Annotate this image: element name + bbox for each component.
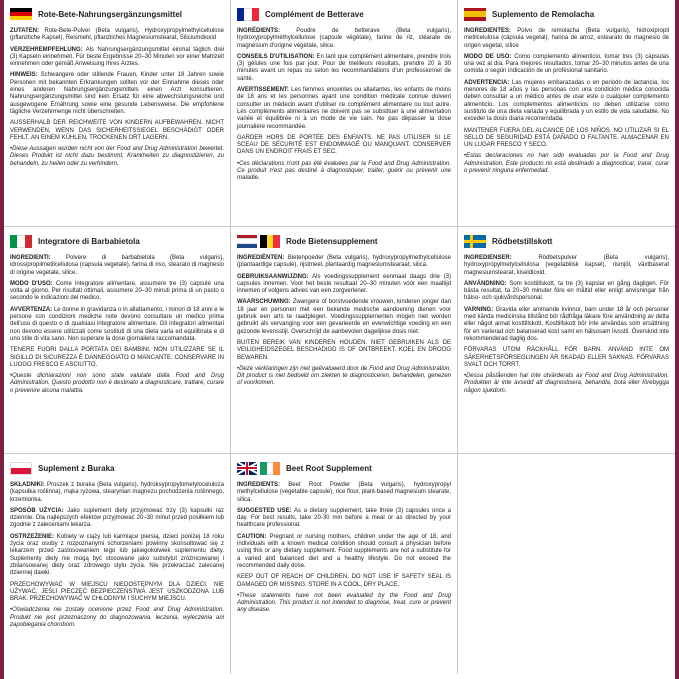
warning-text: Gravida eller ammande kvinnor, barn under 18 år och personer med kända medicinska tillstånd bör rådfråga läkare före användning av detta eller något annat kosttillskott. Kosttillskott bör inte användas som ersättning för en varierad och balanserad kost samt en hälsosam livsstil. Överskrid inte rekommenderad daglig dos. [464,306,669,342]
france-flag-icon [237,8,259,21]
disclaimer-text: •Oświadczenia nie zostały ocenione przez Food and Drug Administration. Produkt nie jest przeznaczony do diagnozowania, leczenia, wyleczenia ani zapobiegania chorobom. [10,607,224,629]
ingredients-text: Proszek z buraka (Beta vulgaris), hydroksypropylometyloceluloza (kapsułka roślinna), mąka ryżowa, stearynian magnezu pochodzenia roślinnego, krzemionka. [10,482,224,503]
usage-text: As a dietary supplement, take three (3) capsules once a day. For best results, take 20-30 min before a meal or as directed by your healthcare professional. [237,507,451,529]
italy-flag-icon [10,235,32,248]
warning-text: Zwangere of borstvoedende vrouwen, kinderen jonger dan 18 jaar en personen met een bekende medische aandoening dienen voor gebruik een arts te raadplegen. Voedingssupplementen mogen niet worden gebruikt als vervanging voor een gevarieerde en evenwichtige voeding en een gezonde levensstijl. Overschrijd de aanbevolen dagelijkse dosis niet. [237,299,452,335]
panel-empty [458,454,675,674]
warning-text: Le donne in gravidanza o in allattamento, i minori di 18 anni e le persone con condizioni mediche note devono consultare un medico prima dell'uso di questo o di qualsiasi integratore alimentare. Gli integratori alimentari non devono essere utilizzati come sostituti di una dieta varia ed equilibrata e di uno stile di vita sano. Non superare la dose giornaliera raccomandata. [10,306,225,342]
disclaimer-text: •Queste dichiarazioni non sono state valutate dalla Food and Drug Administration. Questo prodotto non è destinato a diagnosticare, trattare, curare o prevenire alcuna malattia. [10,373,224,394]
storage-text: PRZECHOWYWAĆ W MIEJSCU NIEDOSTĘPNYM DLA DZIECI. NIE UŻYWAĆ, JEŚLI PIECZĘĆ BEZPIECZEŃSTWA JEST USZKODZONA LUB BRAK. PRZECHOWYWAĆ W CHŁODNYM I SUCHYM MIEJSCU. [10,581,224,603]
panel-title: Rödbetstillskott [492,236,553,246]
panel-title: Beet Root Supplement [286,463,372,473]
disclaimer-text: •Estas declaraciones no han sido evaluadas por la Food and Drug Administration. Este producto no está destinado a diagnosticar, tratar, curar o prevenir ninguna enfermedad. [464,153,669,175]
storage-text: TENERE FUORI DALLA PORTATA DEI BAMBINI. NON UTILIZZARE SE IL SIGILLO DI SICUREZZA È DANNEGGIATO O MANCANTE. CONSERVARE IN LUOGO FRESCO E ASCIUTTO. [10,347,224,368]
disclaimer-text: •Diese Aussagen wurden nicht von der Food and Drug Administration bewertet. Dieses Produkt ist nicht dazu bestimmt, Krankheiten zu diagnostizieren, zu behandeln, zu heilen oder zu verhindern. [10,146,224,167]
ingredients-label: INGREDIENTS: [237,482,281,488]
storage-text: MANTENER FUERA DEL ALCANCE DE LOS NIÑOS. NO UTILIZAR SI EL SELLO DE SEGURIDAD ESTÁ DAÑADO O FALTANTE. ALMACENAR EN UN LUGAR FRESCO Y SECO. [464,127,669,149]
germany-flag-icon [10,8,32,21]
usage-text: Come integratore alimentare, assumere tre (3) capsule una volta al giorno. Per risultati ottimali, assumere 20–30 minuti prima di un pasto o secondo le indicazioni del medico. [10,280,224,302]
panel-title: Integratore di Barbabietola [38,236,140,246]
disclaimer-text: •Deze verklaringen zijn niet geëvalueerd door de Food and Drug Administration. Dit product is niet bedoeld om ziekten te diagnosticeren, behandelen, genezen of voorkomen. [237,365,451,387]
warning-label: CAUTION: [237,533,267,540]
storage-text: BUITEN BEREIK VAN KINDEREN HOUDEN. NIET GEBRUIKEN ALS DE VEILIGHEIDSZEGEL BESCHADIGD IS OF ONTBREEKT. KOEL EN DROOG BEWAREN. [237,339,451,361]
warning-label: AVERTISSEMENT: [237,87,289,94]
panel-title: Rode Bietensupplement [286,236,378,246]
warning-label: WAARSCHUWING: [237,299,291,306]
ingredients-text: Rödbetspulver (Beta vulgaris), hydroxypropylmetylcellulosa (vegetabilisk kapsel), rismjöl, växtbaserat magnesiumstearat, kiseldioxid. [464,255,669,276]
poland-flag-icon [10,462,32,475]
usage-label: CONSEILS D'UTILISATION: [237,53,315,60]
warning-label: OSTRZEŻENIE: [10,533,55,540]
usage-label: MODO D'USO: [10,280,53,287]
ingredients-text: Bietenpoeder (Beta vulgaris), hydroxypropylmethylcellulose (plantaardige capsule), rijstmeel, plantaardig magnesiumstearaat, silica. [237,255,451,269]
sweden-flag-icon [464,235,486,248]
panel-title: Suplemento de Remolacha [492,9,595,19]
usage-label: MODO DE USO: [464,53,512,60]
usage-text: Jako suplement diety przyjmować trzy (3) kapsułki raz dziennie. Dla najlepszych efektów przyjmować 20–30 minut przed posiłkiem lub zgodnie z zaleceniami lekarza. [10,507,224,529]
ingredients-text: Beet Root Powder (Beta vulgaris), hydroxypropyl methylcellulose (vegetable capsule), rice flour, plant-based magnesium stearate, silica. [237,482,451,503]
ingredients-label: INGREDIËNTEN: [237,255,285,261]
panel-german [4,0,230,226]
ingredients-text: Poudre de betterave (Beta vulgaris), hydroxypropylméthylcellulose (capsule végétale), farine de riz, stéarate de magnésium d'origine végétale, silice. [237,28,452,49]
usage-text: Als voedingssupplement eenmaal daags drie (3) capsules innemen. Voor het beste resultaat 20–30 minuten vóór een maaltijd innemen of volgens advies van een zorgverlener. [237,273,451,295]
spain-flag-icon [464,8,486,21]
usage-label: SUGGESTED USE: [237,507,292,514]
warning-label: VARNING: [464,306,494,313]
disclaimer-text: •Dessa påståenden har inte utvärderats av Food and Drug Administration. Produkten är inte avsedd att diagnostisera, behandla, bota eller förebygga någon sjukdom. [464,373,669,394]
warning-label: HINWEIS: [10,72,38,79]
usage-label: ANVÄNDNING: [464,280,507,287]
netherlands-flag-icon [237,235,257,248]
ingredients-label: INGREDIENSER: [464,255,512,261]
ingredients-text: Rote-Bete-Pulver (Beta vulgaris), Hydroxypropylmethylcellulose (pflanzliche Kapsel), Reismehl, pflanzliches Magnesiumstearat, Siliciumdioxid [10,28,224,42]
disclaimer-text: •Ces déclarations n'ont pas été évaluées par la Food and Drug Administration. Ce produit n'est pas destiné à diagnostiquer, traiter, guérir ou prévenir une maladie. [237,160,451,182]
ingredients-text: Polvere di barbabietola (Beta vulgaris), idrossipropilmetilcellulosa (capsula vegetale), farina di riso, stearato di magnesio di origine vegetale, silice. [10,255,225,276]
disclaimer-text: •These statements have not been evaluated by the Food and Drug Administration. This product is not intended to diagnose, treat, cure or prevent any disease. [237,592,451,614]
storage-text: GARDER HORS DE PORTÉE DES ENFANTS. NE PAS UTILISER SI LE SCEAU DE SÉCURITÉ EST ENDOMMAGÉ OU MANQUANT. CONSERVER DANS UN ENDROIT FRAIS ET SEC. [237,134,451,156]
panel-title: Rote-Bete-Nahrungsergänzungsmittel [38,9,183,19]
warning-label: ADVERTENCIA: [464,79,510,86]
warning-text: Las mujeres embarazadas o en periodo de lactancia, los menores de 18 años y las personas con una condición médica conocida deben consultar a un médico antes de usar este o cualquier complemento alimenticio. Los complementos alimenticios no deben utilizarse como sustituto de una dieta variada y equilibrada y un estilo de vida saludable. No exceder la dosis diaria recomendada. [464,79,670,123]
ingredients-label: SKŁADNIKI: [10,482,45,488]
warning-label: AVVERTENZA: [10,306,53,313]
ingredients-label: ZUTATEN: [10,28,40,34]
storage-text: KEEP OUT OF REACH OF CHILDREN. DO NOT USE IF SAFETY SEAL IS DAMAGED OR MISSING. STORE IN A COOL, DRY PLACE. [237,574,451,588]
ingredients-text: Polvo de remolacha (Beta vulgaris), hidroxipropil metilcelulosa (cápsula vegetal), harina de arroz, estearato de magnesio de origen vegetal, sílice [464,28,670,49]
panel-swedish [458,227,675,453]
warning-text: Kobiety w ciąży lub karmiące piersią, dzieci poniżej 18 roku życia oraz osoby z rozpoznanymi schorzeniami powinny skonsultować się z lekarzem przed zastosowaniem tego lub jakiegokolwiek suplementu diety. Suplementy diety nie mogą być stosowane jako substytut zróżnicowanej i zbilansowanej diety oraz zdrowego stylu życia. Nie przekraczać zalecanej dziennej dawki. [10,533,225,577]
belgium-flag-icon [260,235,280,248]
ingredients-label: INGREDIENTES: [464,28,512,34]
usage-text: En tant que complément alimentaire, prendre trois (3) gélules une fois par jour. Pour de meilleurs résultats, prendre 20 à 30 minutes avant un repas ou selon les recommandations d'un professionnel de santé. [237,53,451,82]
panel-spanish [458,0,675,226]
panel-title: Suplement z Buraka [38,463,115,473]
usage-text: Como complemento alimenticio, tomar tres (3) cápsulas una vez al día. Para mejores resultados, tomar 20–30 minutos antes de una comida o según indicación de un profesional sanitario. [464,53,669,75]
warning-text: Les femmes enceintes ou allaitantes, les enfants de moins de 18 ans et les personnes ayant une condition médicale connue doivent consulter un médecin avant d'utiliser ce complément alimentaire ou tout autre. Les compléments alimentaires ne doivent pas se substituer à une alimentation variée et équilibrée ni à un mode de vie sain. Ne pas dépasser la dose journalière recommandée. [237,87,452,130]
ingredients-label: INGRÉDIENTS: [237,28,281,34]
ingredients-label: INGREDIENTI: [10,255,51,261]
panel-polish [4,454,230,674]
storage-text: FÖRVARAS UTOM RÄCKHÅLL FÖR BARN. ANVÄND INTE OM SÄKERHETSFÖRSEGLINGEN ÄR SKADAD ELLER SAKNAS. FÖRVARAS SVALT OCH TORRT. [464,347,669,368]
usage-text: Som kosttillskott, ta tre (3) kapslar en gång dagligen. För bästa resultat, ta 20–30 minuter före en måltid eller enligt anvisningar från hälso- och sjukvårdspersonal. [464,280,670,302]
storage-text: AUSSERHALB DER REICHWEITE VON KINDERN AUFBEWAHREN. NICHT VERWENDEN, WENN DAS SICHERHEITSSIEGEL BESCHÄDIGT ODER FEHLT. AN EINEM KÜHLEN, TROCKENEN ORT LAGERN. [10,120,224,141]
warning-text: Pregnant or nursing mothers, children under the age of 18, and individuals with a known medical condition should consult a physician before using this or any dietary supplement. Food supplements are not a substitute for a varied and balanced diet and a healthy lifestyle. Do not exceed the recommended daily dose. [237,533,451,569]
usage-label: GEBRUIKSAANWIJZING: [237,273,309,280]
usage-label: VERZEHREMPFEHLUNG: [10,46,83,53]
warning-text: Schwangere oder stillende Frauen, Kinder unter 18 Jahren sowie Personen mit bekannten Erkrankungen sollten vor der Einnahme dieses oder eines anderen Nahrungsergänzungsmittels einen Arzt konsultieren. Nahrungsergänzungsmittel sind kein Ersatz für eine abwechslungsreiche und ausgewogene Ernährung sowie eine gesunde Lebensweise. Die empfohlene tägliche Verzehrmenge nicht überschreiten. [10,72,224,115]
usage-text: Als Nahrungsergänzungsmittel einmal täglich drei (3) Kapseln einnehmen. Für beste Ergebnisse 20–30 Minuten vor einer Mahlzeit einnehmen oder gemäß Anweisung Ihres Arztes. [10,46,225,68]
panel-french [231,0,457,226]
panel-dutch [231,227,457,453]
panel-english [231,454,457,674]
ireland-flag-icon [260,462,280,475]
uk-flag-icon [237,462,257,475]
usage-label: SPOSÓB UŻYCIA: [10,507,64,514]
panel-italian [4,227,230,453]
panel-title: Complément de Betterave [265,9,364,19]
